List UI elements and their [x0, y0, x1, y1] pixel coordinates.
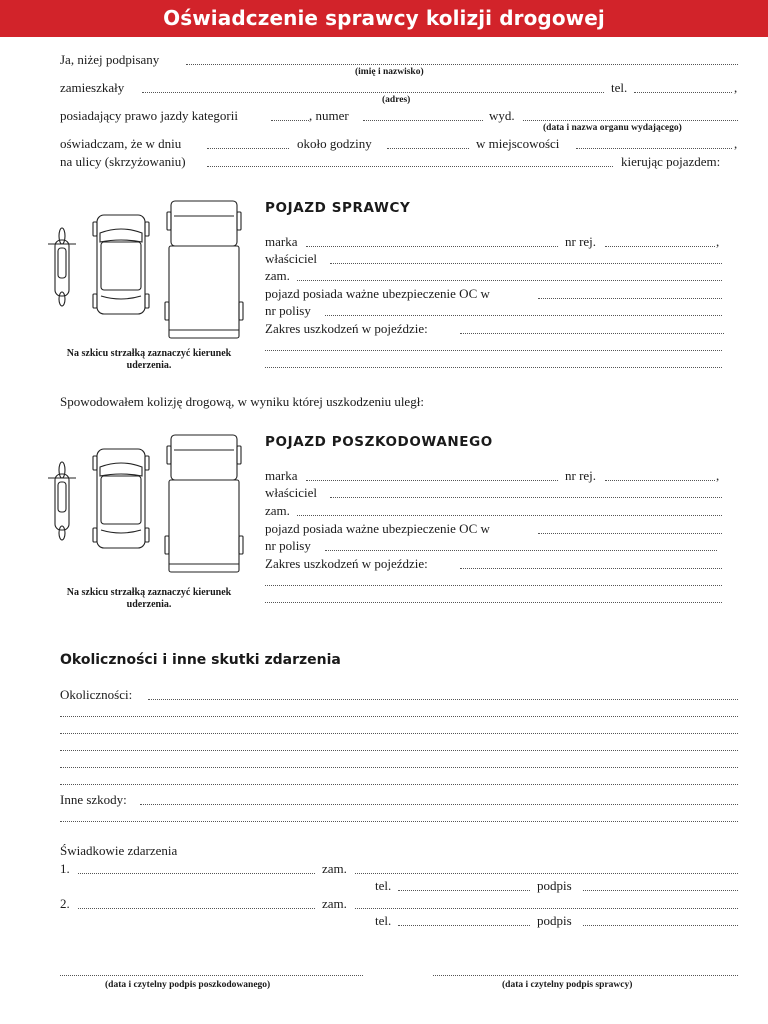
v1-insurance-field[interactable]: [538, 287, 722, 299]
time-label: około godziny: [297, 136, 372, 151]
driving-label: kierując pojazdem:: [621, 154, 721, 169]
signer-label: Ja, niżej podpisany: [60, 52, 160, 67]
witness-2-phone-field[interactable]: [398, 914, 530, 926]
witness-2-signature-label: podpis: [537, 913, 572, 928]
v2-policy-label: nr polisy: [265, 538, 311, 553]
place-field[interactable]: [576, 137, 732, 149]
v2-brand-field[interactable]: [306, 469, 558, 481]
witness-2-residence-field[interactable]: [355, 897, 738, 909]
circumstances-line-4[interactable]: [60, 739, 738, 751]
witness-1-phone-field[interactable]: [398, 879, 530, 891]
witness-1-residence-label: zam.: [322, 861, 347, 876]
v2-damage-label: Zakres uszkodzeń w pojeździe:: [265, 556, 428, 571]
vehicle-sketch-2[interactable]: [40, 432, 250, 582]
v2-damage-line-2[interactable]: [265, 574, 722, 586]
witnesses-heading: Świadkowie zdarzenia: [60, 843, 178, 858]
vehicle-1-heading: POJAZD SPRAWCY: [265, 200, 411, 216]
circumstances-heading: Okoliczności i inne skutki zdarzenia: [60, 652, 341, 668]
circumstances-line-6[interactable]: [60, 773, 738, 785]
v1-brand-field[interactable]: [306, 235, 558, 247]
other-damage-label: Inne szkody:: [60, 792, 127, 807]
victim-signature-field[interactable]: [60, 964, 363, 976]
motorcycle-icon: [48, 228, 76, 306]
perpetrator-signature-field[interactable]: [433, 964, 738, 976]
v2-policy-field[interactable]: [325, 539, 717, 551]
license-category-field[interactable]: [271, 109, 309, 121]
vehicle-2-heading: POJAZD POSZKODOWANEGO: [265, 434, 493, 450]
witness-1-name-field[interactable]: [78, 862, 315, 874]
car-icon: [93, 215, 149, 314]
v2-plate-label: nr rej.: [565, 468, 597, 483]
v1-brand-label: marka: [265, 234, 298, 249]
truck-icon: [165, 435, 243, 572]
v2-insurance-label: pojazd posiada ważne ubezpieczenie OC w: [265, 521, 490, 536]
issued-hint: (data i nazwa organu wydającego): [543, 123, 682, 133]
circumstances-field[interactable]: [148, 688, 738, 700]
circumstances-label: Okoliczności:: [60, 687, 133, 702]
v2-plate-field[interactable]: [605, 469, 715, 481]
place-label: w miejscowości: [476, 136, 560, 151]
v1-policy-field[interactable]: [325, 304, 722, 316]
document-title: Oświadczenie sprawcy kolizji drogowej: [0, 0, 768, 37]
circumstances-line-3[interactable]: [60, 722, 738, 734]
car-icon: [93, 449, 149, 548]
witness-2-name-field[interactable]: [78, 897, 315, 909]
v2-plate-comma: ,: [716, 468, 720, 483]
phone-field[interactable]: [634, 81, 732, 93]
v1-damage-line-2[interactable]: [265, 339, 722, 351]
witness-2-residence-label: zam.: [322, 896, 347, 911]
victim-signature-hint: (data i czytelny podpis poszkodowanego): [105, 980, 271, 990]
witness-1-number: 1.: [60, 861, 70, 876]
other-damage-line-2[interactable]: [60, 810, 738, 822]
v2-residence-field[interactable]: [297, 504, 722, 516]
address-hint: (adres): [382, 95, 411, 105]
witness-2-signature-field[interactable]: [583, 914, 738, 926]
address-comma: ,: [734, 80, 738, 95]
address-field[interactable]: [142, 81, 604, 93]
license-number-label: , numer: [309, 108, 349, 123]
v1-damage-label: Zakres uszkodzeń w pojeździe:: [265, 321, 428, 336]
perpetrator-signature-hint: (data i czytelny podpis sprawcy): [502, 980, 633, 990]
street-label: na ulicy (skrzyżowaniu): [60, 154, 186, 169]
sketch-2-caption: Na szkicu strzałką zaznaczyć kierunek uderzenia.: [66, 587, 232, 610]
time-field[interactable]: [387, 137, 469, 149]
witness-1-signature-field[interactable]: [583, 879, 738, 891]
issued-label: wyd.: [489, 108, 515, 123]
v2-residence-label: zam.: [265, 503, 290, 518]
date-field[interactable]: [207, 137, 289, 149]
v1-damage-field[interactable]: [460, 322, 724, 334]
v2-owner-label: właściciel: [265, 485, 317, 500]
phone-label: tel.: [611, 80, 628, 95]
v1-insurance-label: pojazd posiada ważne ubezpieczenie OC w: [265, 286, 490, 301]
address-label: zamieszkały: [60, 80, 125, 95]
v1-residence-label: zam.: [265, 268, 290, 283]
vehicle-sketch-1[interactable]: [40, 198, 250, 348]
v1-plate-comma: ,: [716, 234, 720, 249]
motorcycle-icon: [48, 462, 76, 540]
witness-1-phone-label: tel.: [375, 878, 392, 893]
v1-policy-label: nr polisy: [265, 303, 311, 318]
other-damage-field[interactable]: [140, 793, 738, 805]
v1-plate-label: nr rej.: [565, 234, 597, 249]
v2-insurance-field[interactable]: [538, 522, 722, 534]
signer-name-field[interactable]: [186, 53, 738, 65]
license-number-field[interactable]: [363, 109, 483, 121]
issued-field[interactable]: [523, 109, 738, 121]
v1-owner-label: właściciel: [265, 251, 317, 266]
witness-2-number: 2.: [60, 896, 70, 911]
signer-hint: (imię i nazwisko): [355, 67, 424, 77]
witness-1-residence-field[interactable]: [355, 862, 738, 874]
v1-plate-field[interactable]: [605, 235, 715, 247]
v2-damage-line-3[interactable]: [265, 591, 722, 603]
v1-damage-line-3[interactable]: [265, 356, 722, 368]
v2-owner-field[interactable]: [330, 486, 722, 498]
street-field[interactable]: [207, 155, 613, 167]
circumstances-line-5[interactable]: [60, 756, 738, 768]
witness-2-phone-label: tel.: [375, 913, 392, 928]
collision-statement: Spowodowałem kolizję drogową, w wyniku której uszkodzeniu uległ:: [60, 394, 424, 409]
place-comma: ,: [734, 136, 738, 151]
v1-owner-field[interactable]: [330, 252, 722, 264]
date-label: oświadczam, że w dniu: [60, 136, 182, 151]
v2-damage-field[interactable]: [460, 557, 722, 569]
witness-1-signature-label: podpis: [537, 878, 572, 893]
circumstances-line-2[interactable]: [60, 705, 738, 717]
v1-residence-field[interactable]: [297, 269, 722, 281]
v2-brand-label: marka: [265, 468, 298, 483]
truck-icon: [165, 201, 243, 338]
license-label: posiadający prawo jazdy kategorii: [60, 108, 238, 123]
sketch-1-caption: Na szkicu strzałką zaznaczyć kierunek uderzenia.: [66, 348, 232, 371]
